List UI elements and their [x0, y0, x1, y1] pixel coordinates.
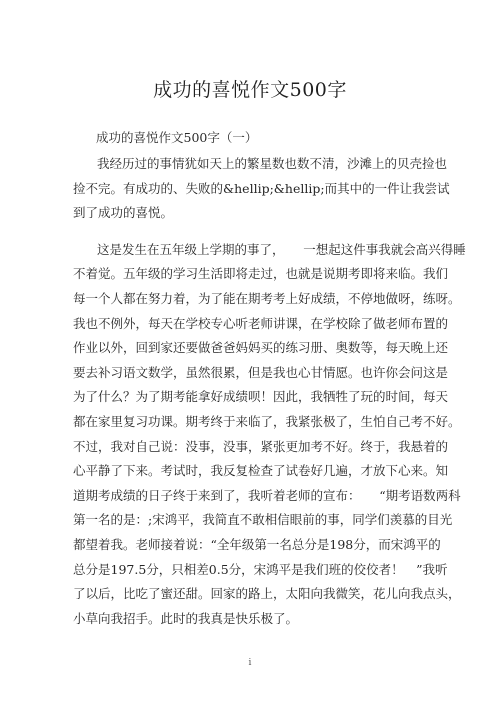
- paragraph-line: 作业以外，回到家还要做爸爸妈妈买的练习册、奥数等，每天晚上还: [73, 340, 449, 356]
- paragraph-line: 不着觉。五年级的学习生活即将走过，也就是说期考即将来临。我们: [73, 266, 449, 282]
- paragraph-gap: [73, 226, 441, 238]
- paragraph-line: 都望着我。老师接着说：“全年级第一名总分是198分，而宋鸿平的: [73, 536, 441, 552]
- paragraph-line: 为了什么？为了期考能拿好成绩呗！因此，我牺牲了玩的时间，每天: [73, 389, 449, 405]
- paragraph-line: 总分是197.5分，只相差0.5分，宋鸿平是我们班的佼佼者！ ”我听: [73, 561, 448, 577]
- paragraph-line: 小草向我招手。此时的我真是快乐极了。: [73, 610, 299, 626]
- paragraph-line: 道期考成绩的日子终于来到了，我听着老师的宣布： “期考语数两科: [73, 487, 461, 503]
- paragraph-line: 这是发生在五年级上学期的事了， 一想起这件事我就会高兴得睡: [97, 241, 466, 257]
- paragraph-line: 要去补习语文数学，虽然很累，但是我也心甘情愿。也许你会问这是: [73, 364, 449, 380]
- document-body: [73, 152, 466, 631]
- paragraph-line: 第一名的是：;宋鸿平，我简直不敢相信眼前的事，同学们羡慕的目光: [73, 512, 453, 528]
- document-title: 成功的喜悦作文500字: [153, 79, 347, 101]
- paragraph-line: 都在家里复习功课。期考终于来临了，我紧张极了，生怕自己考不好。: [73, 413, 461, 429]
- paragraph-line: 到了成功的喜悦。: [73, 205, 174, 221]
- paragraph-line: 我也不例外，每天在学校专心听老师讲课，在学校除了做老师布置的: [73, 315, 449, 331]
- page-number: i: [248, 658, 252, 668]
- paragraph-line: 捡不完。有成功的、失败的&hellip;&hellip;而其中的一件让我尝试: [73, 180, 450, 196]
- document-subtitle: 成功的喜悦作文500字（一）: [96, 130, 258, 145]
- paragraph-line: 心平静了下来。考试时，我反复检查了试卷好几遍，才放下心来。知: [73, 463, 449, 479]
- paragraph-line: 每一个人都在努力着，为了能在期考考上好成绩，不停地做呀，练呀。: [73, 290, 461, 306]
- paragraph-line: 了以后，比吃了蜜还甜。回家的路上，太阳向我微笑，花儿向我点头，: [73, 586, 461, 602]
- paragraph-line: 我经历过的事情犹如天上的繁星数也数不清，沙滩上的贝壳捡也: [97, 156, 448, 171]
- paragraph-line: 不过，我对自己说：没事，没事，紧张更加考不好。终于，我悬着的: [73, 438, 449, 454]
